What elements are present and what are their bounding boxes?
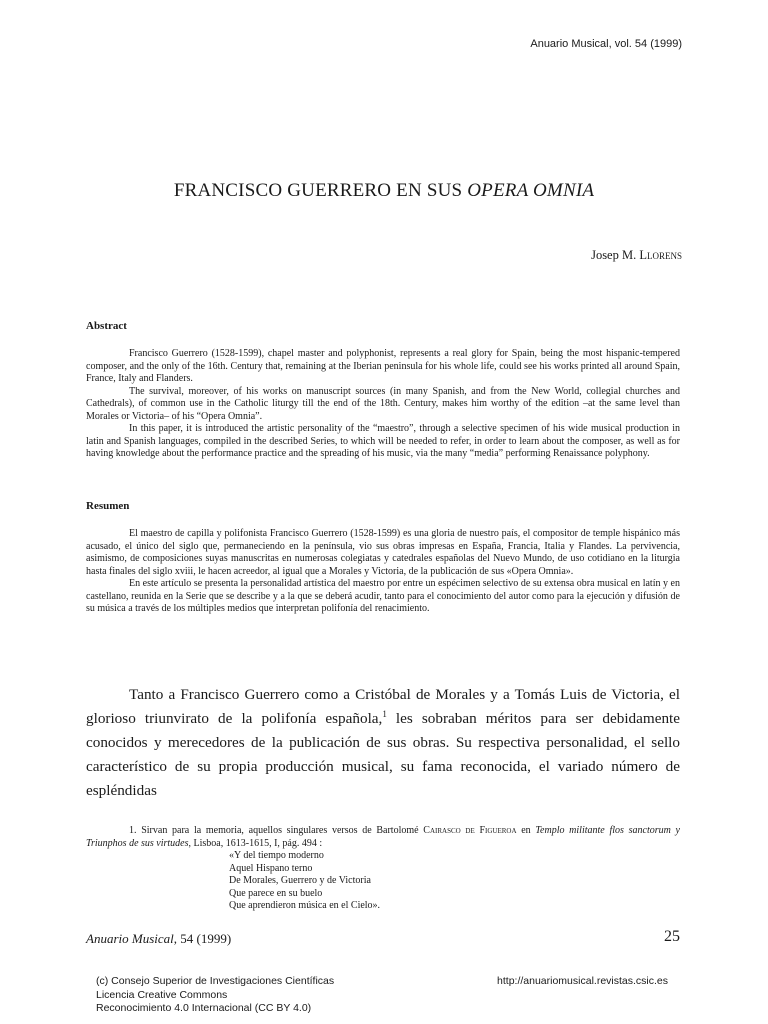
body-text-part: Tanto a Francisco Guerrero como a Cristóbal de Morales y a Tomás Luis de Victoria, el glorioso triunvirato de la polifonía española, [86, 686, 680, 727]
footer-journal-name: Anuario Musical [86, 931, 174, 946]
resumen-heading: Resumen [86, 500, 130, 512]
page-number: 25 [664, 928, 680, 945]
footer-journal [86, 931, 231, 947]
body-text-part: les sobraban méritos para ser debidamente conocidos y merecedores de la publicación de sus obras. Su respectiva personalidad, el sello característico de su propia producción musical, su fama reconocida, el variado número de espléndidas [86, 710, 680, 799]
footnote [86, 825, 680, 913]
abstract-paragraph: Francisco Guerrero (1528-1599), chapel master and polyphonist, represents a real glory for Spain, being the most hispanic-tempered composer, and the only of the 16th. Century that, remaining at the Iberian peninsula for his whole life, could see his works printed all around Spain, France, Italy and Flanders. [86, 348, 680, 384]
abstract-body [86, 348, 680, 461]
footnote-mid: en [516, 825, 536, 836]
journal-url-link[interactable]: http://anuariomusical.revistas.csic.es [497, 975, 668, 987]
verse-line: Que parece en su buelo [229, 887, 323, 899]
verse-line: Que aprendieron música en el Cielo». [229, 900, 381, 911]
verse-line: «Y del tiempo moderno [229, 850, 324, 861]
footnote-verse [229, 850, 680, 913]
footnote-work: Templo militante flos sanctorum y Triunphos de sus virtudes [86, 825, 680, 849]
abstract-paragraph: In this paper, it is introduced the artistic personality of the “maestro”, through a selective specimen of his wide musical production in latin and Spanish languages, compiled in the described Series, to which will be needed to refer, in order to learn about the composer, as well as for having knowledge about the performance practice and the spreading of his music, via the many “media” performing Renaissance polyphony. [86, 423, 680, 459]
abstract-heading: Abstract [86, 320, 127, 332]
license-line[interactable]: Reconocimiento 4.0 Internacional (CC BY 4.0) [96, 1002, 312, 1014]
body-paragraph [86, 683, 680, 803]
verse-line: Aquel Hispano terno [229, 862, 313, 874]
author-given: Josep M. [591, 248, 640, 262]
body-text [86, 683, 680, 803]
author-name [591, 248, 682, 263]
resumen-paragraph: El maestro de capilla y polifonista Francisco Guerrero (1528-1599) es una gloria de nuestro país, el compositor de temple hispánico más acusado, el único del siglo que, permaneciendo en la península, vio sus obras impresas en España, Francia, Italia y Flandes. La pervivencia, asimismo, de composiciones suyas manuscritas en numerosas colegiatas y catedrales españolas del Nuevo Mundo, de uso cotidiano en la liturgia hasta finales del siglo xviii, le hacen acreedor, al igual que a Morales y Victoria, de la publicación de sus «Opera Omnia». [86, 528, 680, 577]
abstract-paragraph: The survival, moreover, of his works on manuscript sources (in many Spanish, and from the New World, collegial churches and Cathedrals), of common use in the Catholic liturgy till the end of the 18th. Century, makes him worthy of the edition –at the same level than Morales or Victoria– of his “Opera Omnia”. [86, 385, 680, 422]
license-line[interactable]: Licencia Creative Commons [96, 988, 228, 1001]
license-notice [96, 975, 334, 1016]
running-head: Anuario Musical, vol. 54 (1999) [530, 38, 682, 50]
resumen-paragraph: En este artículo se presenta la personalidad artística del maestro por entre un espécimen selectivo de su extensa obra musical en latín y en castellano, reunida en la Serie que se describe y a la que se deberá acudir, tanto para el conocimiento del autor como para la ejecución y difusión de su música a través de los múltiples medios que interpretan polifonía del renacimiento. [86, 578, 680, 614]
title-main: FRANCISCO GUERRERO EN SUS [173, 180, 468, 201]
footnote-lead: 1. Sirvan para la memoria, aquellos singulares versos de Bartolomé [129, 825, 424, 836]
article-title [0, 180, 768, 202]
footnote-reference[interactable]: 1 [382, 708, 387, 719]
footnote-text [86, 825, 680, 850]
footnote-ref: , Lisboa, 1613-1615, I, pág. 494 : [188, 837, 323, 849]
license-line: (c) Consejo Superior de Investigaciones Científicas [96, 975, 335, 987]
footnote-poet: Cairasco de Figueroa [423, 825, 517, 836]
title-italic: OPERA OMNIA [467, 180, 595, 201]
author-surname: Llorens [639, 248, 682, 262]
footer-journal-volume: , 54 (1999) [173, 931, 232, 946]
resumen-body [86, 528, 680, 616]
verse-line: De Morales, Guerrero y de Victoria [229, 875, 371, 886]
